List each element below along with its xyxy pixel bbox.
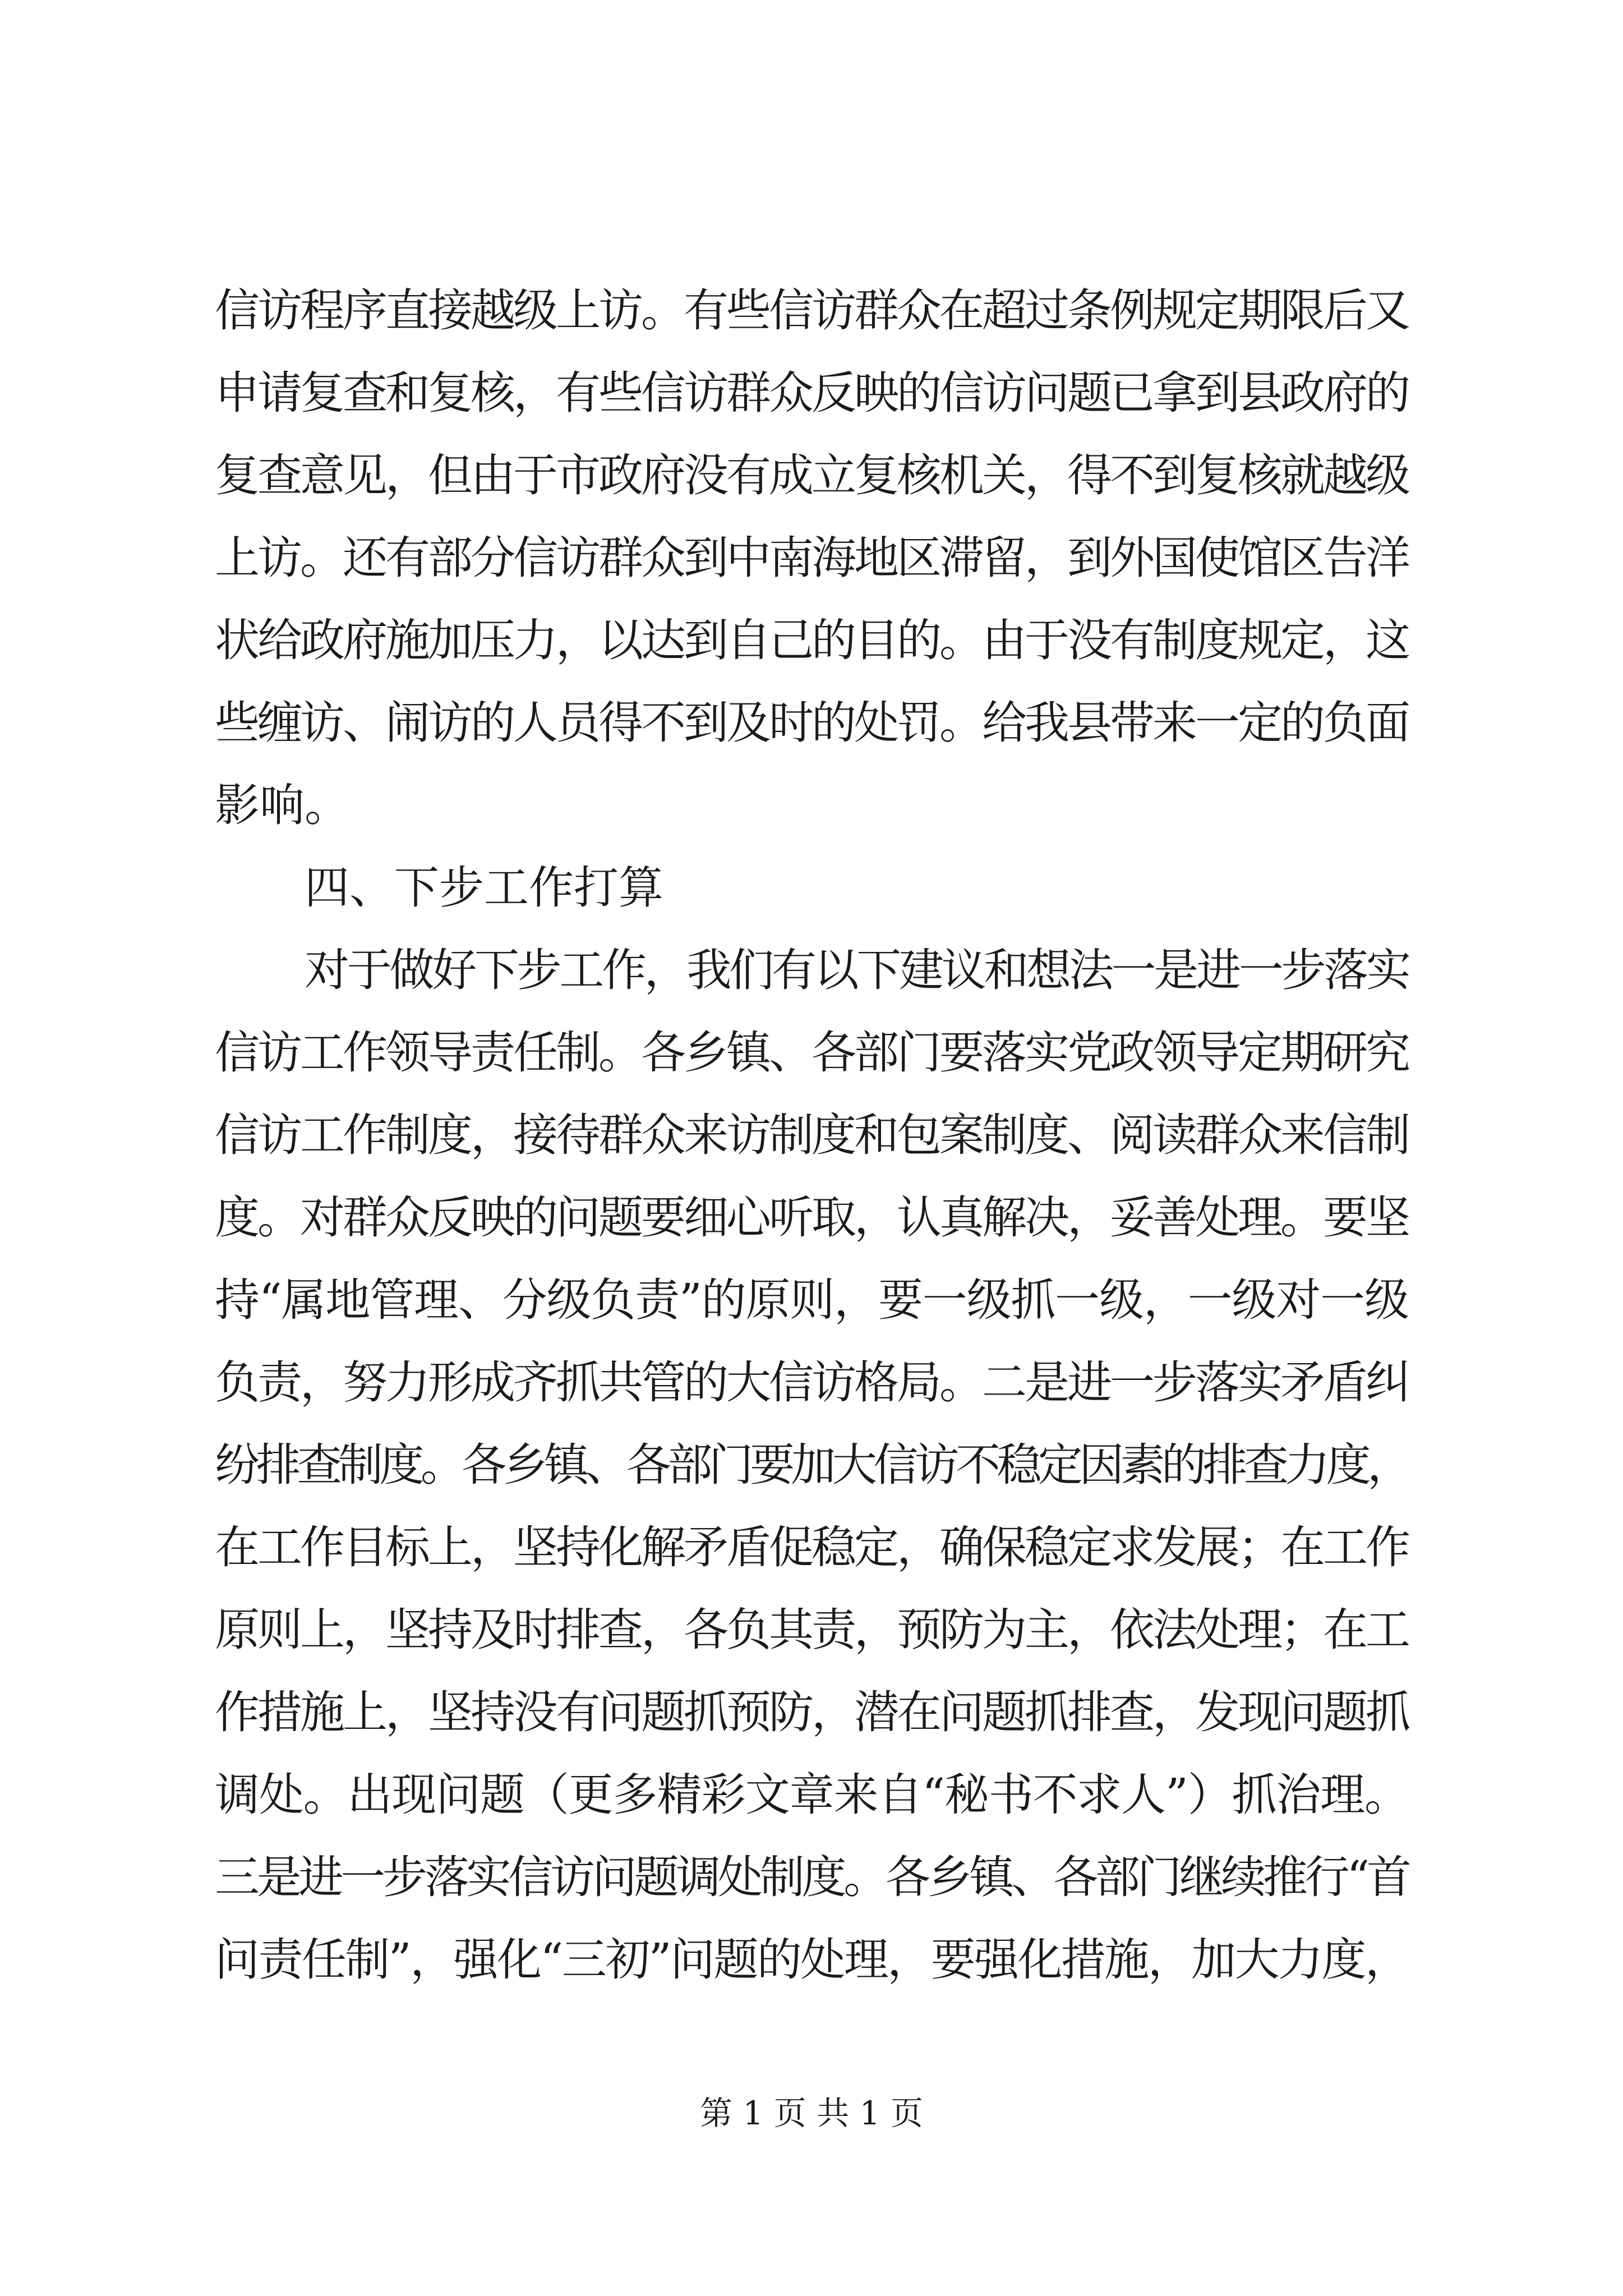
text-line-9: 对于做好下步工作，我们有以下建议和想法一是进一步落实 — [305, 944, 1408, 996]
text-line-16: 在工作目标上，坚持化解矛盾促稳定，确保稳定求发展；在工作 — [215, 1521, 1408, 1573]
text-line-19: 调处。出现问题（更多精彩文章来自“秘书不求人”）抓治理。 — [215, 1769, 1408, 1821]
text-line-7: 影响。 — [215, 779, 349, 831]
page-footer: 第 1 页 共 1 页 — [700, 2094, 923, 2132]
text-line-4: 上访。还有部分信访群众到中南海地区滞留，到外国使馆区告洋 — [215, 532, 1408, 584]
text-line-1: 信访程序直接越级上访。有些信访群众在超过条例规定期限后又 — [215, 284, 1408, 337]
text-line-10: 信访工作领导责任制。各乡镇、各部门要落实党政领导定期研究 — [215, 1027, 1408, 1079]
text-line-21: 问责任制”，强化“三初”问题的处理，要强化措施，加大力度， — [215, 1934, 1408, 1986]
section-heading: 四、下步工作打算 — [305, 862, 663, 914]
text-line-2: 申请复查和复核，有些信访群众反映的信访问题已拿到县政府的 — [215, 367, 1408, 419]
text-line-14: 负责，努力形成齐抓共管的大信访格局。二是进一步落实矛盾纠 — [215, 1356, 1408, 1409]
text-line-11: 信访工作制度，接待群众来访制度和包案制度、阅读群众来信制 — [215, 1109, 1408, 1161]
text-line-5: 状给政府施加压力，以达到自己的目的。由于没有制度规定，这 — [215, 614, 1408, 666]
document-body — [215, 269, 1408, 2001]
text-line-3: 复查意见，但由于市政府没有成立复核机关，得不到复核就越级 — [215, 449, 1408, 501]
text-line-17: 原则上，坚持及时排查，各负其责，预防为主，依法处理；在工 — [215, 1604, 1408, 1656]
text-line-12: 度。对群众反映的问题要细心听取，认真解决，妥善处理。要坚 — [215, 1191, 1408, 1244]
text-line-6: 些缠访、闹访的人员得不到及时的处罚。给我县带来一定的负面 — [215, 697, 1408, 749]
text-line-13: 持“属地管理、分级负责”的原则，要一级抓一级，一级对一级 — [215, 1274, 1408, 1326]
text-line-18: 作措施上，坚持没有问题抓预防，潜在问题抓排查，发现问题抓 — [215, 1686, 1408, 1738]
text-line-20: 三是进一步落实信访问题调处制度。各乡镇、各部门继续推行“首 — [215, 1851, 1408, 1903]
text-line-15: 纷排查制度。各乡镇、各部门要加大信访不稳定因素的排查力度， — [215, 1439, 1408, 1491]
